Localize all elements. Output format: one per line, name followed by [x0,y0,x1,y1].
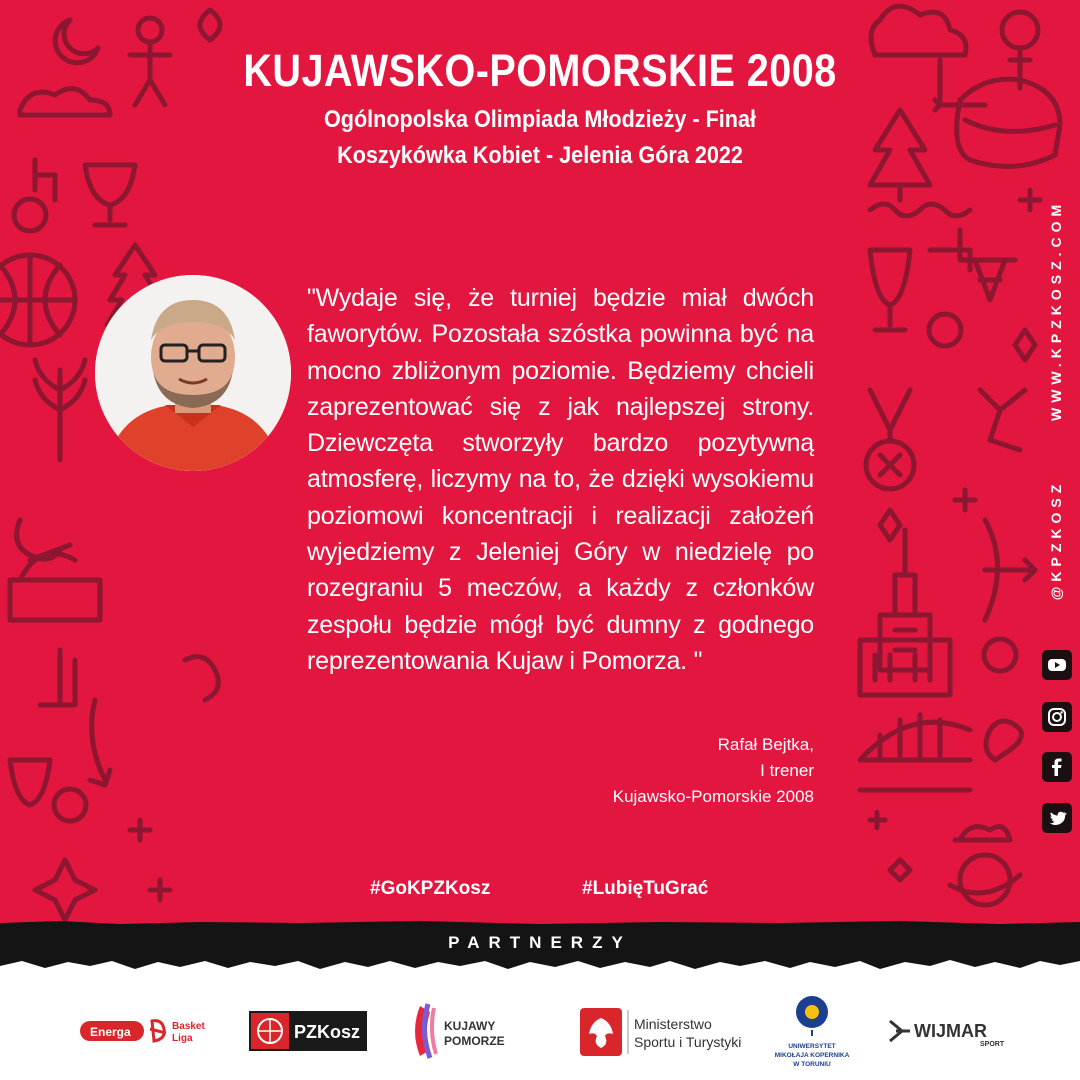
website-link[interactable]: WWW.KPZKOSZ.COM [1048,199,1064,421]
umk-logo[interactable] [775,994,850,1072]
coach-quote: "Wydaje się, że turniej będzie miał dwóch faworytów. Pozostała szóstka powinna być na mocno zbliżonym poziomie. Będziemy chcieli zaprezentować się z jak najlepszej strony. Dziewczęta stworzyły bardzo pozytywną atmosferę, liczymy na to, że dzięki wysokiemu poziomowi koncentracji i realizacji założeń wyjedziemy z Jeleniej Góry w niedzielę po rozegraniu 5 meczów, a każdy z członków zespołu będzie mógł być dumny z godnego reprezentowania Kujaw i Pomorza. " [307,284,814,675]
hashtag-gokpzkosz[interactable]: #GoKPZKosz [370,878,491,899]
social-handle[interactable]: @KPZKOSZ [1048,479,1064,601]
kujawy-pomorze-logo[interactable] [412,1000,527,1062]
wijmar-text: WIJMAR [914,1021,987,1041]
partners-heading: PARTNERZY [448,933,632,952]
hashtag-lubietugrac[interactable]: #LubięTuGrać [582,878,709,899]
kujawy-text: KUJAWY [444,1019,496,1033]
quote-attribution [613,732,814,810]
ministry-line2: Sportu i Turystyki [634,1034,742,1050]
wijmar-sport-text: SPORT [980,1041,1005,1047]
coach-avatar [95,275,291,471]
pomorze-text: POMORZE [444,1034,505,1048]
youtube-icon[interactable] [1042,650,1072,680]
event-subtitle: Ogólnopolska Olimpiada Młodzieży - Finał [323,106,757,133]
wijmar-sport-logo[interactable] [888,1015,1013,1047]
header [0,40,1080,174]
facebook-icon[interactable] [1042,752,1072,782]
energa-text: Energa [90,1025,131,1039]
quote-role: I trener [760,761,814,780]
quote-author: Rafał Bejtka, [717,735,814,754]
discipline-subtitle: Koszykówka Kobiet - Jelenia Góra 2022 [337,142,743,169]
twitter-icon[interactable] [1042,803,1072,833]
umk-line1: UNIWERSYTET [788,1043,836,1050]
quote-team: Kujawsko-Pomorskie 2008 [612,787,814,806]
page-title: KUJAWSKO-POMORSKIE 2008 [243,45,837,96]
umk-line2: MIKOŁAJA KOPERNIKA [775,1052,850,1059]
ministry-of-sport-logo[interactable] [578,1006,758,1058]
basket-text: Basket [172,1021,205,1032]
pzkosz-text: PZKosz [294,1022,361,1042]
instagram-icon[interactable] [1042,702,1072,732]
energa-basket-liga-logo[interactable] [78,1012,213,1048]
liga-text: Liga [172,1033,193,1044]
ministry-line1: Ministerstwo [634,1016,712,1032]
pzkosz-logo[interactable] [249,1011,367,1051]
umk-line3: W TORUNIU [793,1061,831,1068]
coach-photo [95,275,291,471]
